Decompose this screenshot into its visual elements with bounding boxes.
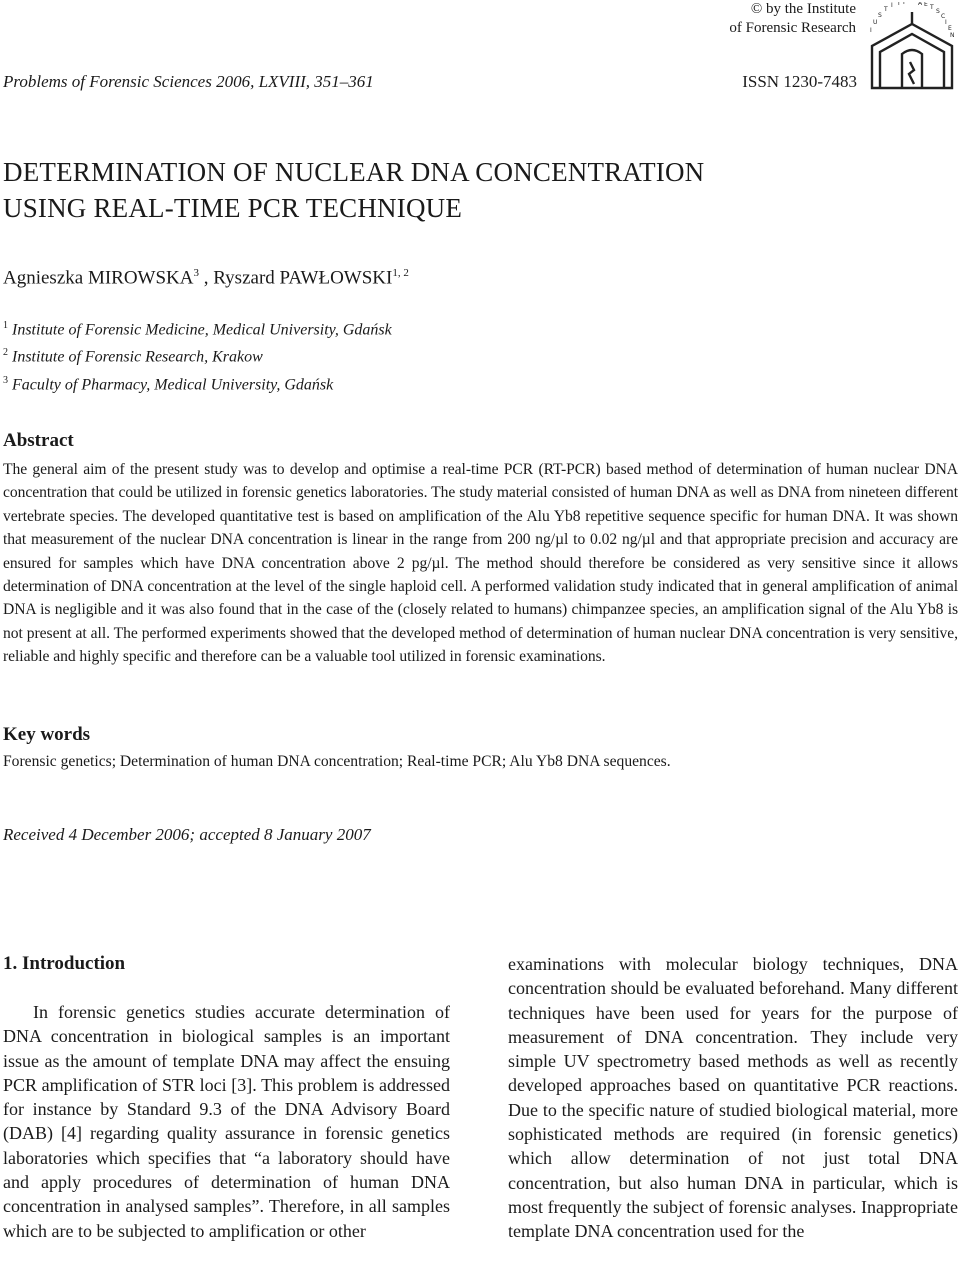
svg-text:E: E: [924, 2, 928, 8]
affiliation-text: Institute of Forensic Research, Krakow: [12, 348, 263, 366]
introduction-right-column: examinations with molecular biology techniques, DNA concentration should be evaluated beforehand. Many different techniques have been used for years for the purpose of measurement of DNA concentration. They include very simple UV spectrometry based methods as well as recently developed approaches based on quantitative PCR reactions. Due to the specific nature of studied biological material, more sophisticated methods are required (in forensic genetics) which allow determination of not just total DNA concentration, but also human DNA in particular, which is most frequently the subject of forensic analyses. Inappropriate template DNA concentration used for the: [508, 954, 958, 1242]
introduction-heading: 1. Introduction: [3, 953, 126, 974]
affiliation-number: 1: [3, 320, 8, 331]
keywords-heading: Key words: [3, 724, 91, 745]
institute-logo: [866, 2, 958, 92]
svg-text:T: T: [930, 4, 934, 11]
svg-text:C: C: [941, 13, 946, 20]
svg-text:U: U: [873, 19, 878, 26]
authors: [3, 267, 409, 289]
affiliation-2: [3, 341, 392, 368]
author-1-affiliation: 3: [193, 267, 200, 279]
issn: ISSN 1230-7483: [742, 72, 857, 91]
svg-text:E: E: [948, 25, 952, 32]
author-2: Ryszard PAWŁOWSKI: [213, 267, 393, 289]
keywords-text: Forensic genetics; Determination of human DNA concentration; Real-time PCR; Alu Yb8 DNA sequences.: [3, 753, 671, 770]
affiliation-1: [3, 314, 392, 341]
svg-text:A: A: [918, 2, 923, 7]
svg-text:S: S: [878, 12, 882, 19]
svg-text:I: I: [945, 19, 947, 26]
author-1: Agnieszka MIROWSKA: [3, 267, 194, 289]
abstract-text: The general aim of the present study was to develop and optimise a real-time PCR (RT-PCR) based method of determination of human nuclear DNA concentration that could be utilized in forensic genetics laboratories. The study material consisted of human DNA as well as DNA from nineteen different vertebrate species. The developed quantitative test is based on amplification of the Alu Yb8 repetitive sequence specific for human DNA. It was shown that measurement of the nuclear DNA concentration is linear in the range from 200 ng/µl to 0.02 ng/µl and that appropriate precision and accuracy are ensured for samples which have DNA concentration above 2 pg/µl. The method should therefore be considered as very sensitive since it allows determination of DNA concentration at the level of the single haploid cell. A performed validation study indicated that in general amplification of animal DNA is negligible and it was also found that in the case of the (closely related to humans) chimpanzee species, an amplification signal of the Alu Yb8 is not present at all. The performed experiments showed that the developed method of determination of human nuclear DNA concentration is very sensitive, reliable and highly specific and therefore can be a valuable tool utilized in forensic examinations.: [3, 461, 958, 666]
affiliation-number: 3: [3, 374, 8, 386]
author-2-affiliation: 1, 2: [392, 267, 409, 279]
title-line-1: DETERMINATION OF NUCLEAR DNA CONCENTRATION: [3, 157, 705, 187]
svg-text:I: I: [891, 2, 893, 9]
copyright-notice: [729, 0, 856, 38]
affiliations: [3, 314, 392, 396]
introduction-left-column: In forensic genetics studies accurate determination of DNA concentration in biological samples is an important issue as the amount of template DNA may affect the ensuing PCR amplification of STR loci [3]. This problem is addressed for instance by Standard 9.3 of the DNA Advisory Board (DAB) [4] regarding quality assurance in forensic genetics laboratories which specifies that “a laboratory should have and apply procedures of determination of human DNA concentration in analysed samples”. Therefore, in all samples which are to be subjected to amplification or other: [3, 1002, 450, 1241]
copyright-line1: © by the Institute: [750, 1, 856, 17]
svg-text:T: T: [884, 6, 888, 13]
paper-title: [3, 154, 903, 226]
svg-text:I: I: [870, 27, 872, 34]
copyright-line2: of Forensic Research: [729, 20, 856, 36]
svg-text:T: T: [897, 2, 901, 7]
author-separator: ,: [199, 267, 214, 289]
svg-text:N: N: [950, 32, 955, 39]
affiliation-3: [3, 369, 392, 396]
affiliation-number: 2: [3, 347, 8, 359]
affiliation-text: Institute of Forensic Medicine, Medical University, Gdańsk: [12, 321, 392, 339]
affiliation-text: Faculty of Pharmacy, Medical University, Gdańsk: [12, 375, 334, 393]
svg-text:I: I: [903, 2, 905, 6]
title-line-2: USING REAL-TIME PCR TECHNIQUE: [3, 193, 463, 223]
abstract-heading: Abstract: [3, 430, 74, 451]
svg-text:S: S: [936, 8, 940, 15]
received-dates: Received 4 December 2006; accepted 8 January 2007: [3, 825, 371, 844]
journal-citation: Problems of Forensic Sciences 2006, LXVIII, 351–361: [3, 72, 374, 91]
